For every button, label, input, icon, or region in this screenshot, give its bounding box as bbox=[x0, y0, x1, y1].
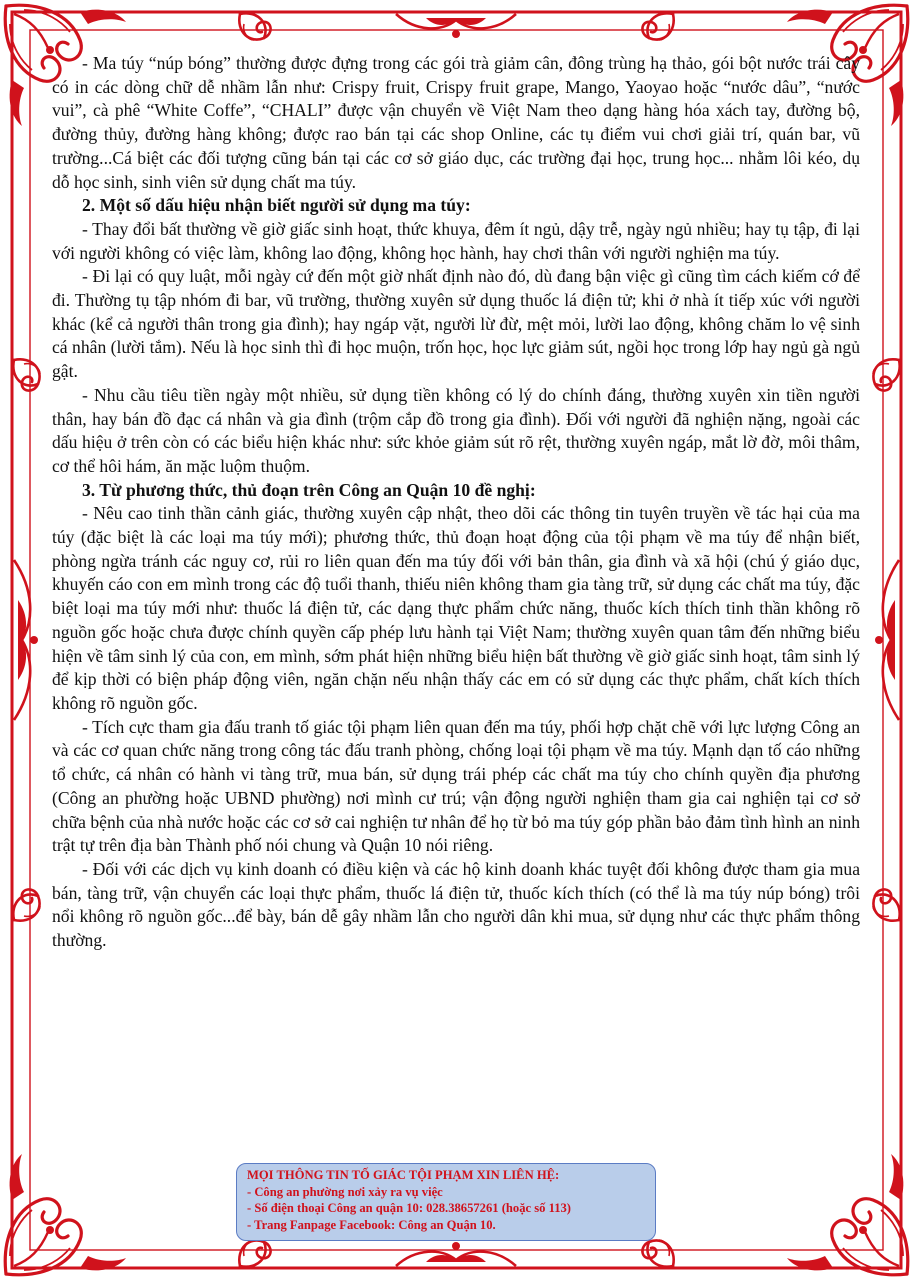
section-heading-signs: 2. Một số dấu hiệu nhận biết người sử dụng ma túy: bbox=[82, 195, 471, 216]
contact-line-phone: - Số điện thoại Công an quận 10: 028.38657261 (hoặc số 113) bbox=[247, 1201, 571, 1215]
paragraph-rec-report: - Tích cực tham gia đấu tranh tố giác tội phạm liên quan đến ma túy, phối hợp chặt chẽ với lực lượng Công an và các cơ quan chức năng trong công tác đấu tranh phòng, chống loại tội phạm về ma túy. Mạnh dạn tố cáo những tổ chức, cá nhân có hành vi tàng trữ, mua bán, sử dụng trái phép các chất ma túy cho chính quyền địa phương (Công an phường hoặc UBND phường) nơi mình cư trú; vận động người nghiện tham gia cai nghiện tại cơ sở chữa bệnh của nhà nước hoặc các cơ sở cai nghiện tư nhân để họ từ bỏ ma túy góp phần bảo đảm tình hình an ninh trật tự trên địa bàn Thành phố nói chung và Quận 10 nói riêng. bbox=[52, 716, 860, 856]
paragraph-rec-business: - Đối với các dịch vụ kinh doanh có điều kiện và các hộ kinh doanh khác tuyệt đối không được tham gia mua bán, tàng trữ, vận chuyển các loại thực phẩm, thuốc lá điện tử, thuốc kích thích (có thể là ma túy núp bóng) trôi nổi không rõ nguồn gốc...để bày, bán dễ gây nhầm lẫn cho người dân khi mua, sử dụng như các thực phẩm thông thường. bbox=[52, 858, 860, 951]
paragraph-drug-disguise: - Ma túy “núp bóng” thường được đựng trong các gói trà giảm cân, đông trùng hạ thảo, gói bột nước trái cây có in các dòng chữ dễ nhầm lẫn như: Crispy fruit, Crispy fruit grape, Mango, Yaoyao hoặc “nước dâu”, “nước vui”, cà phê “White Coffe”, “CHALI” được vận chuyển về Việt Nam theo dạng hàng hóa xách tay, đường bộ, đường thủy, đường hàng không; được rao bán tại các shop Online, các tụ điểm vui chơi giải trí, quán bar, vũ trường...Cá biệt các đối tượng cũng bán tại các cơ sở giáo dục, các trường đại học, trung học... nhằm lôi kéo, dụ dỗ học sinh, sinh viên sử dụng chất ma túy. bbox=[52, 53, 860, 192]
contact-title: MỌI THÔNG TIN TỐ GIÁC TỘI PHẠM XIN LIÊN HỆ: bbox=[247, 1168, 560, 1182]
paragraph-sign-routine: - Đi lại có quy luật, mỗi ngày cứ đến một giờ nhất định nào đó, dù đang bận việc gì cũng tìm cách kiếm cớ để đi. Thường tụ tập nhóm đi bar, vũ trường, thường xuyên sử dụng thuốc lá điện tử; khi ở nhà ít tiếp xúc với người khác (kể cả người thân trong gia đình); hay ngáp vặt, người lừ đừ, mệt mỏi, lười lao động, không chăm lo vệ sinh cá nhân (lười tắm). Nếu là học sinh thì đi học muộn, trốn học, học lực giảm sút, ngồi học trong lớp hay ngủ gà ngủ gật. bbox=[52, 266, 860, 382]
paragraph-rec-vigilance: - Nêu cao tinh thần cảnh giác, thường xuyên cập nhật, theo dõi các thông tin tuyên truyền về tác hại của ma túy (đặc biệt là các loại ma túy mới); phương thức, thủ đoạn hoạt động của tội phạm về ma túy để nhận biết, phòng ngừa tránh các nguy cơ, rủi ro liên quan đến ma túy đối với bản thân, gia đình và xã hội (chú ý giáo dục, khuyến cáo con em mình trong các độ tuổi thanh, thiếu niên không tham gia tàng trữ, sử dụng các chất ma túy, đặc biệt loại ma túy mới như: thuốc lá điện tử, các dạng thực phẩm chức năng, thuốc kích thích tinh thần không rõ nguồn gốc hoặc chưa được chính quyền cấp phép lưu hành tại Việt Nam; thường xuyên quan tâm đến những biểu hiện về tâm sinh lý của con, em mình, sớm phát hiện những biểu hiện bất thường về giờ giấc sinh hoạt, tâm sinh lý để kịp thời có biện pháp động viên, ngăn chặn nếu nhận thấy các em có sử dụng các thực phẩm, chất kích thích không rõ nguồn gốc. bbox=[52, 503, 860, 713]
contact-info-box bbox=[236, 1163, 656, 1241]
contact-line-fanpage: - Trang Fanpage Facebook: Công an Quận 10. bbox=[247, 1217, 496, 1232]
paragraph-sign-money: - Nhu cầu tiêu tiền ngày một nhiều, sử dụng tiền không có lý do chính đáng, thường xuyên xin tiền người thân, hay bán đồ đạc cá nhân và gia đình (trộm cắp đồ trong gia đình). Đối với người đã nghiện nặng, ngoài các dấu hiệu ở trên còn có các biểu hiện khác như: sức khỏe giảm sút rõ rệt, thường xuyên ngáp, mắt lờ đờ, môi thâm, cơ thể hôi hám, ăn mặc luộm thuộm. bbox=[52, 384, 860, 476]
document-body bbox=[52, 52, 860, 953]
contact-line-ward: - Công an phường nơi xảy ra vụ việc bbox=[247, 1184, 443, 1199]
paragraph-sign-sleep: - Thay đổi bất thường về giờ giấc sinh hoạt, thức khuya, đêm ít ngủ, dậy trễ, ngày ngủ nhiều; hay tụ tập, đi lại với người không có việc làm, không lao động, không học hành, hay chơi thân với người nghiện ma túy. bbox=[52, 218, 860, 263]
section-heading-recommendations: 3. Từ phương thức, thủ đoạn trên Công an Quận 10 đề nghị: bbox=[82, 479, 536, 500]
